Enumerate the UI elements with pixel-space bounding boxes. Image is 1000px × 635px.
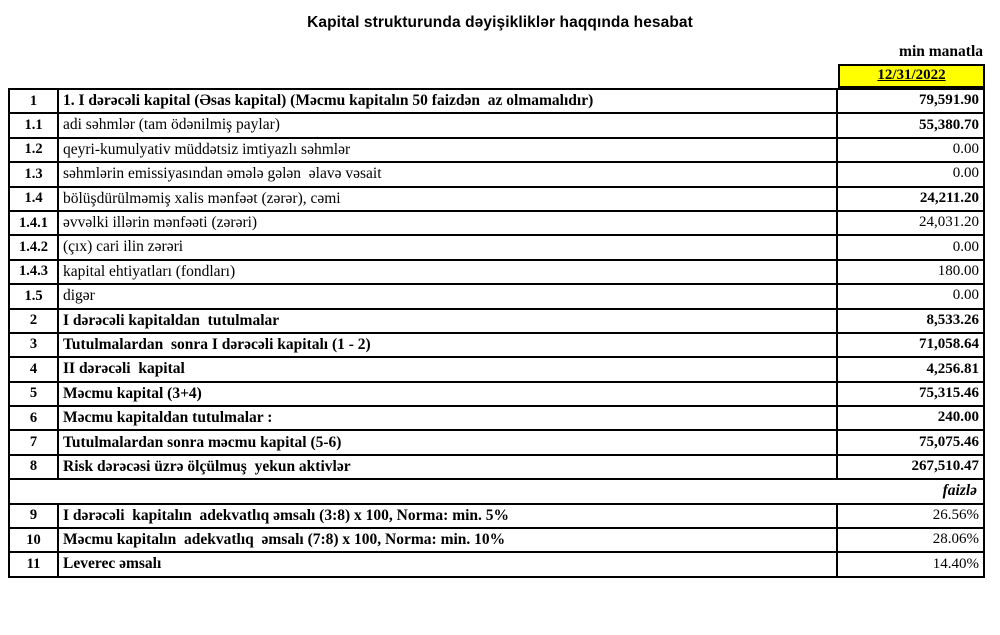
- row-label-cell: Tutulmalardan sonra məcmu kapital (5-6): [58, 430, 837, 454]
- row-number-cell: 7: [9, 430, 58, 454]
- table-row: [9, 162, 984, 186]
- row-value-cell: 14.40%: [837, 552, 984, 576]
- row-label-cell: (çıx) cari ilin zərəri: [58, 235, 837, 259]
- unit-label: min manatla: [899, 43, 983, 60]
- row-label-cell: Risk dərəcəsi üzrə ölçülmuş yekun aktivlər: [58, 455, 837, 479]
- row-number-cell: 1.1: [9, 113, 58, 137]
- row-value-cell: 0.00: [837, 284, 984, 308]
- row-label-cell: I dərəcəli kapitaldan tutulmalar: [58, 309, 837, 333]
- row-number-cell: 9: [9, 504, 58, 528]
- row-number-cell: 1.4: [9, 187, 58, 211]
- row-label-cell: Tutulmalardan sonra I dərəcəli kapitalı (1 - 2): [58, 333, 837, 357]
- row-number-cell: 1.4.2: [9, 235, 58, 259]
- row-number-cell: 1.3: [9, 162, 58, 186]
- table-row: [9, 284, 984, 308]
- report-content: [8, 43, 985, 578]
- row-value-cell: 28.06%: [837, 528, 984, 552]
- table-row: [9, 552, 984, 576]
- row-label-cell: adi səhmlər (tam ödənilmiş paylar): [58, 113, 837, 137]
- row-value-cell: 267,510.47: [837, 455, 984, 479]
- capital-table-body: [9, 89, 984, 577]
- row-number-cell: 8: [9, 455, 58, 479]
- row-value-cell: 26.56%: [837, 504, 984, 528]
- table-row: [9, 333, 984, 357]
- row-label-cell: Leverec əmsalı: [58, 552, 837, 576]
- table-row: [9, 89, 984, 113]
- row-value-cell: 75,315.46: [837, 382, 984, 406]
- table-row: [9, 309, 984, 333]
- table-row: [9, 357, 984, 381]
- table-row: [9, 113, 984, 137]
- row-value-cell: 24,031.20: [837, 211, 984, 235]
- row-value-cell: 0.00: [837, 235, 984, 259]
- table-row: [9, 211, 984, 235]
- row-label-cell: əvvəlki illərin mənfəəti (zərəri): [58, 211, 837, 235]
- row-number-cell: 1.2: [9, 138, 58, 162]
- row-label-cell: Məcmu kapitaldan tutulmalar :: [58, 406, 837, 430]
- table-row: [9, 430, 984, 454]
- row-label-cell: 1. I dərəcəli kapital (Əsas kapital) (Məcmu kapitalın 50 faizdən az olmamalıdır): [58, 89, 837, 113]
- date-header-row: [8, 64, 985, 88]
- table-row: [9, 382, 984, 406]
- row-label-cell: digər: [58, 284, 837, 308]
- table-row: [9, 187, 984, 211]
- percent-unit-cell: faizlə: [9, 479, 984, 503]
- row-value-cell: 24,211.20: [837, 187, 984, 211]
- row-number-cell: 1.4.1: [9, 211, 58, 235]
- row-value-cell: 4,256.81: [837, 357, 984, 381]
- table-row: [9, 479, 984, 503]
- row-label-cell: II dərəcəli kapital: [58, 357, 837, 381]
- row-value-cell: 0.00: [837, 138, 984, 162]
- table-row: [9, 138, 984, 162]
- table-row: [9, 235, 984, 259]
- row-number-cell: 5: [9, 382, 58, 406]
- row-number-cell: 6: [9, 406, 58, 430]
- row-value-cell: 79,591.90: [837, 89, 984, 113]
- row-label-cell: qeyri-kumulyativ müddətsiz imtiyazlı səhmlər: [58, 138, 837, 162]
- row-label-cell: Məcmu kapital (3+4): [58, 382, 837, 406]
- row-number-cell: 10: [9, 528, 58, 552]
- row-label-cell: bölüşdürülməmiş xalis mənfəət (zərər), cəmi: [58, 187, 837, 211]
- row-value-cell: 8,533.26: [837, 309, 984, 333]
- date-header-cell: 12/31/2022: [838, 64, 985, 88]
- row-value-cell: 55,380.70: [837, 113, 984, 137]
- row-number-cell: 1: [9, 89, 58, 113]
- report-title: Kapital strukturunda dəyişikliklər haqqında hesabat: [307, 14, 693, 31]
- row-label-cell: Məcmu kapitalın adekvatlıq əmsalı (7:8) x 100, Norma: min. 10%: [58, 528, 837, 552]
- table-row: [9, 455, 984, 479]
- row-label-cell: səhmlərin emissiyasından əmələ gələn əlavə vəsait: [58, 162, 837, 186]
- row-value-cell: 180.00: [837, 260, 984, 284]
- table-row: [9, 260, 984, 284]
- row-number-cell: 2: [9, 309, 58, 333]
- row-value-cell: 75,075.46: [837, 430, 984, 454]
- row-number-cell: 3: [9, 333, 58, 357]
- row-value-cell: 0.00: [837, 162, 984, 186]
- row-number-cell: 11: [9, 552, 58, 576]
- row-value-cell: 240.00: [837, 406, 984, 430]
- row-number-cell: 1.4.3: [9, 260, 58, 284]
- row-label-cell: I dərəcəli kapitalın adekvatlıq əmsalı (3:8) x 100, Norma: min. 5%: [58, 504, 837, 528]
- table-row: [9, 504, 984, 528]
- capital-structure-table: [8, 88, 985, 578]
- table-row: [9, 528, 984, 552]
- row-number-cell: 1.5: [9, 284, 58, 308]
- table-row: [9, 406, 984, 430]
- row-label-cell: kapital ehtiyatları (fondları): [58, 260, 837, 284]
- row-value-cell: 71,058.64: [837, 333, 984, 357]
- row-number-cell: 4: [9, 357, 58, 381]
